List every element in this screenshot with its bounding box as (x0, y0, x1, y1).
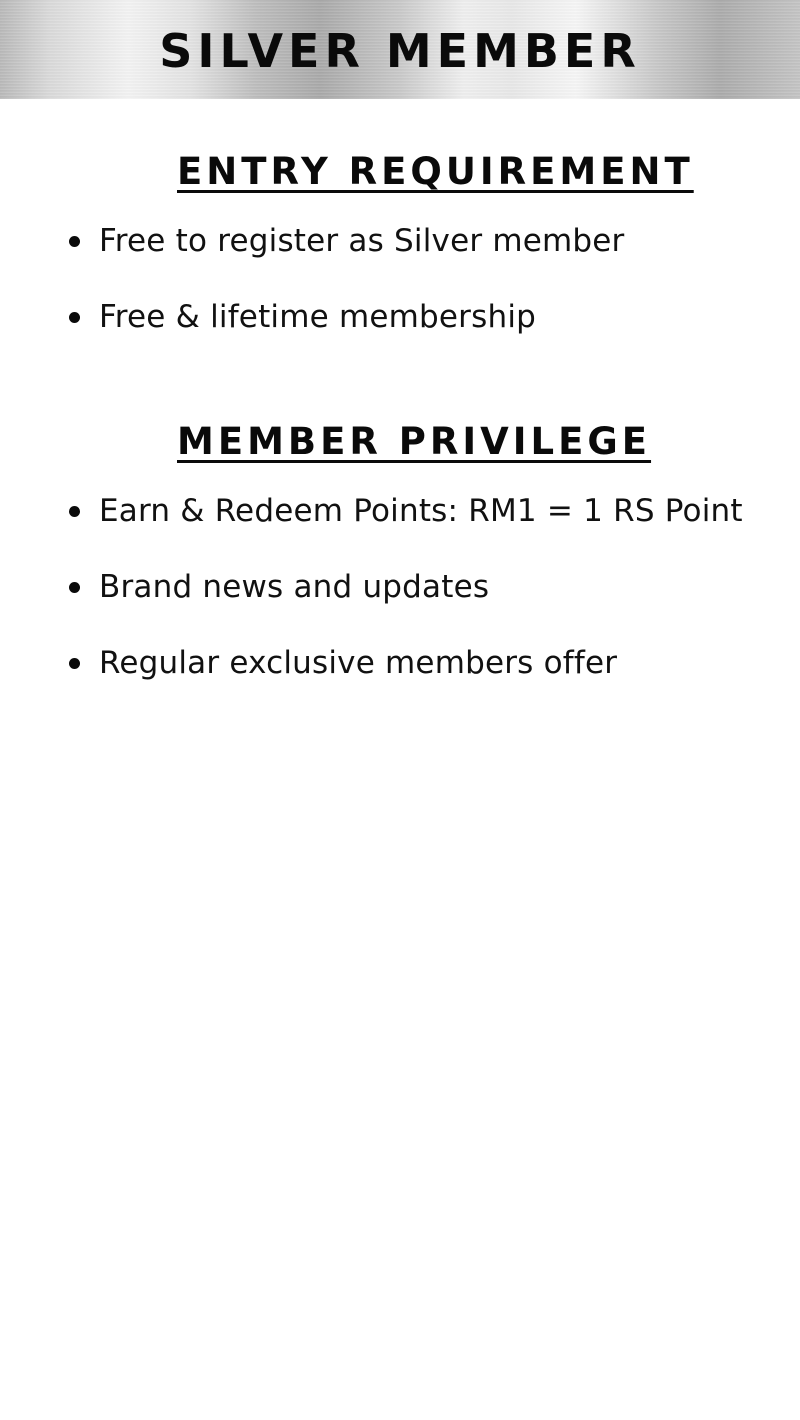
bullet-icon (69, 582, 80, 593)
list-item (0, 297, 800, 337)
page-title: SILVER MEMBER (159, 23, 641, 78)
bullet-icon (69, 236, 80, 247)
entry-requirement-heading: ENTRY REQUIREMENT (177, 150, 694, 193)
bullet-icon (69, 312, 80, 323)
list-item (0, 221, 800, 261)
member-privilege-heading: MEMBER PRIVILEGE (177, 420, 652, 463)
list-item (0, 567, 800, 607)
bullet-icon (69, 658, 80, 669)
list-item (0, 491, 800, 531)
header-banner (0, 0, 800, 99)
list-item-text: Earn & Redeem Points: RM1 = 1 RS Point (99, 493, 743, 529)
list-item-text: Regular exclusive members offer (99, 645, 618, 681)
list-item-text: Free & lifetime membership (99, 299, 537, 335)
list-item-text: Brand news and updates (99, 569, 490, 605)
list-item (0, 643, 800, 683)
list-item-text: Free to register as Silver member (99, 223, 625, 259)
bullet-icon (69, 506, 80, 517)
